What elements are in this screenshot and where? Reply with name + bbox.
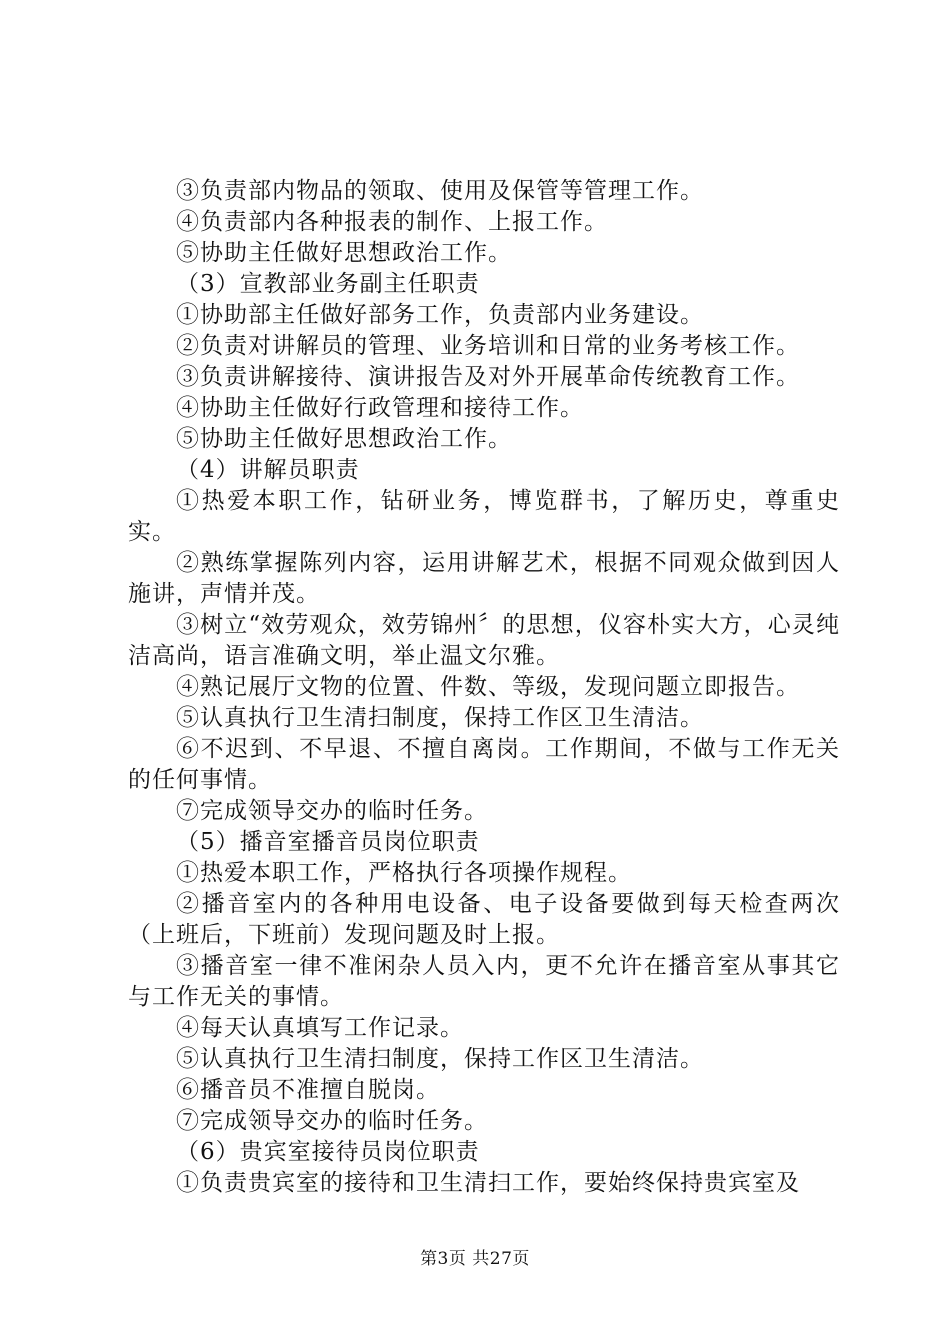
paragraph: ⑤协助主任做好思想政治工作。 (176, 426, 512, 452)
paragraph: ④熟记展厅文物的位置、件数、等级，发现问题立即报告。 (176, 674, 800, 700)
section-heading: （3）宣教部业务副主任职责 (176, 271, 480, 297)
paragraph: ⑤认真执行卫生清扫制度，保持工作区卫生清洁。 (176, 1046, 704, 1072)
paragraph: ④协助主任做好行政管理和接待工作。 (176, 395, 584, 421)
paragraph: ⑤协助主任做好思想政治工作。 (176, 240, 512, 266)
paragraph: ⑦完成领导交办的临时任务。 (176, 798, 488, 824)
paragraph: ⑦完成领导交办的临时任务。 (176, 1108, 488, 1134)
paragraph: ④负责部内各种报表的制作、上报工作。 (176, 209, 608, 235)
paragraph: ①热爱本职工作，钻研业务，博览群书，了解历史，尊重史实。 (128, 488, 840, 545)
paragraph: ⑥不迟到、不早退、不擅自离岗。工作期间，不做与工作无关的任何事情。 (128, 736, 840, 793)
paragraph: ④每天认真填写工作记录。 (176, 1015, 464, 1041)
paragraph: ⑤认真执行卫生清扫制度，保持工作区卫生清洁。 (176, 705, 704, 731)
paragraph: ③负责讲解接待、演讲报告及对外开展革命传统教育工作。 (176, 364, 800, 390)
section-heading: （4）讲解员职责 (176, 457, 360, 483)
paragraph: ②熟练掌握陈列内容，运用讲解艺术，根据不同观众做到因人施讲，声情并茂。 (128, 550, 840, 607)
paragraph: ②播音室内的各种用电设备、电子设备要做到每天检查两次（上班后，下班前）发现问题及时上报。 (128, 891, 840, 948)
paragraph: ①负责贵宾室的接待和卫生清扫工作，要始终保持贵宾室及 (176, 1170, 800, 1196)
paragraph: ①热爱本职工作，严格执行各项操作规程。 (176, 860, 632, 886)
paragraph: ①协助部主任做好部务工作，负责部内业务建设。 (176, 302, 704, 328)
section-heading: （5）播音室播音员岗位职责 (176, 829, 480, 855)
section-heading: （6）贵宾室接待员岗位职责 (176, 1139, 480, 1165)
document-body (128, 176, 840, 1199)
paragraph: ③播音室一律不准闲杂人员入内，更不允许在播音室从事其它与工作无关的事情。 (128, 953, 840, 1010)
paragraph: ③负责部内物品的领取、使用及保管等管理工作。 (176, 178, 704, 204)
paragraph: ②负责对讲解员的管理、业务培训和日常的业务考核工作。 (176, 333, 800, 359)
paragraph: ⑥播音员不准擅自脱岗。 (176, 1077, 440, 1103)
paragraph: ③树立“效劳观众，效劳锦州〞的思想，仪容朴实大方，心灵纯洁高尚，语言准确文明，举止温文尔雅。 (128, 612, 840, 669)
page-footer: 第3页 共27页 (420, 1249, 530, 1269)
